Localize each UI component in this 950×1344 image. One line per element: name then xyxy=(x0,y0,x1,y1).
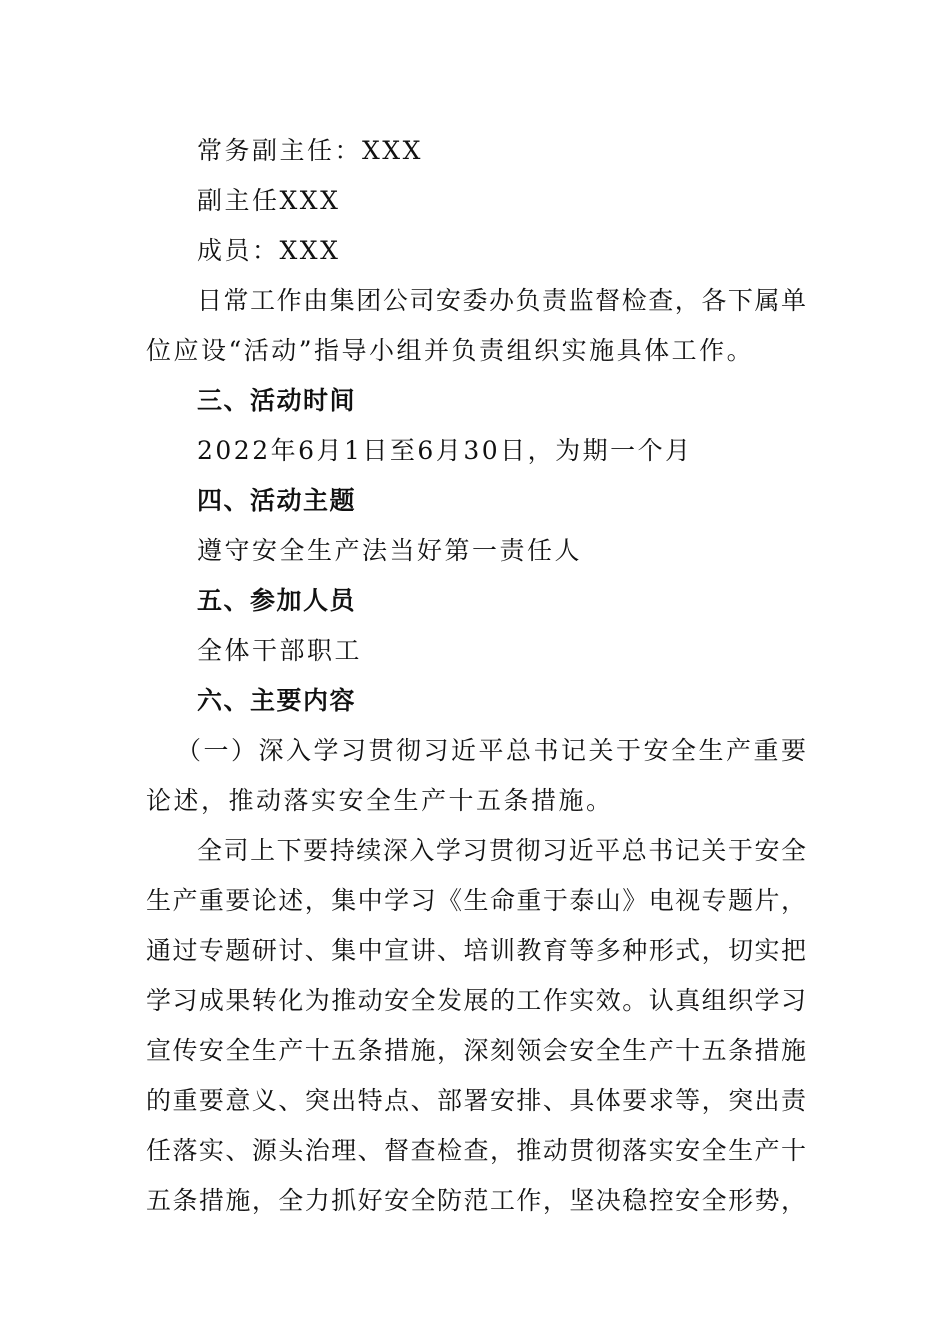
section-heading-theme: 四、活动主题 xyxy=(197,486,357,515)
subheading-line: 论述，推动落实安全生产十五条措施。 xyxy=(146,786,614,815)
deputy-director-line: 常务副主任：XXX xyxy=(197,136,423,165)
paragraph-line: 生产重要论述，集中学习《生命重于泰山》电视专题片， xyxy=(146,886,806,915)
paragraph-line: 五条措施，全力抓好安全防范工作，坚决稳控安全形势， xyxy=(146,1186,806,1215)
paragraph-line: 日常工作由集团公司安委办负责监督检查，各下属单 xyxy=(197,286,806,315)
paragraph-line: 的重要意义、突出特点、部署安排、具体要求等，突出责 xyxy=(146,1086,806,1115)
paragraph-line: 宣传安全生产十五条措施，深刻领会安全生产十五条措施 xyxy=(146,1036,806,1065)
paragraph-line: 通过专题研讨、集中宣讲、培训教育等多种形式，切实把 xyxy=(146,936,806,965)
section-heading-participants: 五、参加人员 xyxy=(197,586,357,615)
paragraph-line: 学习成果转化为推动安全发展的工作实效。认真组织学习 xyxy=(146,986,806,1015)
section-heading-content: 六、主要内容 xyxy=(197,686,357,715)
activity-theme-text: 遵守安全生产法当好第一责任人 xyxy=(197,536,583,565)
section-heading-time: 三、活动时间 xyxy=(197,386,357,415)
subheading-line: （一）深入学习贯彻习近平总书记关于安全生产重要 xyxy=(176,736,806,765)
paragraph-line: 任落实、源头治理、督查检查，推动贯彻落实安全生产十 xyxy=(146,1136,806,1165)
vice-director-line: 副主任XXX xyxy=(197,186,341,215)
document-body xyxy=(146,126,806,1226)
paragraph-line: 位应设“活动”指导小组并负责组织实施具体工作。 xyxy=(146,336,755,365)
activity-time-text: 2022年6月1日至6月30日，为期一个月 xyxy=(197,436,693,465)
paragraph-line: 全司上下要持续深入学习贯彻习近平总书记关于安全 xyxy=(197,836,806,865)
participants-text: 全体干部职工 xyxy=(197,636,363,665)
members-line: 成员：XXX xyxy=(197,236,341,265)
